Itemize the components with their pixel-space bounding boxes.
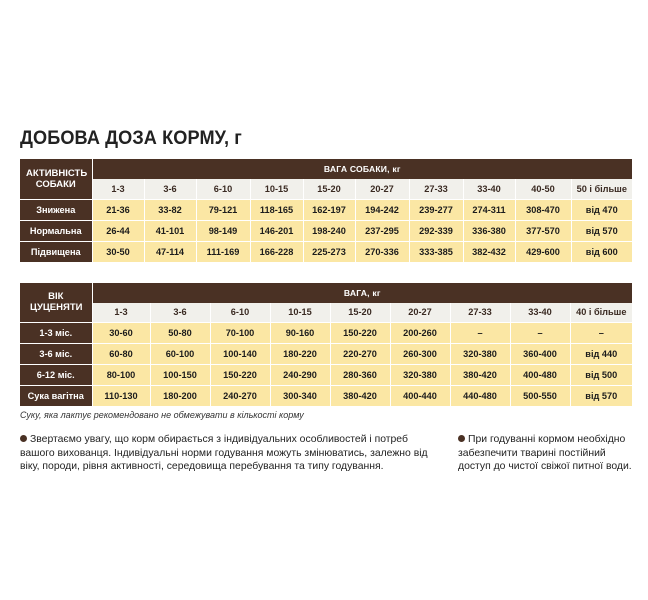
dose-cell: 180-200 (150, 385, 210, 406)
dose-cell: 146-201 (250, 220, 303, 241)
feeding-notice (20, 433, 440, 474)
dose-cell: 50-80 (150, 322, 210, 343)
dose-cell: 166-228 (250, 241, 303, 262)
dose-cell: – (570, 322, 632, 343)
dose-cell: – (510, 322, 570, 343)
row-label: Знижена (20, 199, 92, 220)
page-title: ДОБОВА ДОЗА КОРМУ, г (20, 127, 242, 149)
dose-cell: 308-470 (515, 199, 571, 220)
dose-cell: 100-150 (150, 364, 210, 385)
bullet-icon (458, 435, 465, 442)
dose-cell: 380-420 (450, 364, 510, 385)
dose-cell: 382-432 (463, 241, 515, 262)
dose-cell: – (450, 322, 510, 343)
dose-cell: 380-420 (330, 385, 390, 406)
dose-cell: 333-385 (409, 241, 463, 262)
weight-column-header: 33-40 (510, 303, 570, 322)
dose-cell: від 570 (571, 220, 632, 241)
row-label: Підвищена (20, 241, 92, 262)
weight-column-header: 15-20 (303, 179, 355, 199)
weight-column-header: 33-40 (463, 179, 515, 199)
dose-cell: 320-380 (450, 343, 510, 364)
weight-column-header: 1-3 (92, 303, 150, 322)
dose-cell: від 570 (570, 385, 632, 406)
row-label: 3-6 міс. (20, 343, 92, 364)
table1-corner-header: АКТИВНІСТЬ СОБАКИ (20, 159, 92, 199)
table-row (20, 322, 632, 343)
dose-cell: 237-295 (355, 220, 409, 241)
dose-cell: 336-380 (463, 220, 515, 241)
weight-column-header: 3-6 (150, 303, 210, 322)
weight-column-header: 27-33 (409, 179, 463, 199)
table-row (20, 385, 632, 406)
dose-cell: 194-242 (355, 199, 409, 220)
dose-cell: 118-165 (250, 199, 303, 220)
dose-cell: 292-339 (409, 220, 463, 241)
dose-cell: 21-36 (92, 199, 144, 220)
dose-cell: 110-130 (92, 385, 150, 406)
weight-column-header: 3-6 (144, 179, 196, 199)
dose-cell: 150-220 (210, 364, 270, 385)
dose-cell: 47-114 (144, 241, 196, 262)
row-label: Сука вагітна (20, 385, 92, 406)
weight-column-header: 1-3 (92, 179, 144, 199)
dose-cell: 98-149 (196, 220, 250, 241)
dose-cell: від 600 (571, 241, 632, 262)
table-row (20, 343, 632, 364)
dose-cell: 111-169 (196, 241, 250, 262)
daily-dose-adult-table (20, 159, 632, 262)
feeding-notice-text: Звертаємо увагу, що корм обирається з індивідуальних особливостей і потреб вашого вихованця. Індивідуальні норми годування можуть змінюватись, залежно від віку, породи, рівня активності, середовища перебування та типу годування. (20, 434, 428, 472)
table-row (20, 199, 632, 220)
dose-cell: 26-44 (92, 220, 144, 241)
dose-cell: 30-50 (92, 241, 144, 262)
dose-cell: 240-270 (210, 385, 270, 406)
dose-cell: 274-311 (463, 199, 515, 220)
table2-corner-header: ВІК ЦУЦЕНЯТИ (20, 283, 92, 322)
dose-cell: 280-360 (330, 364, 390, 385)
dose-cell: 300-340 (270, 385, 330, 406)
dose-cell: 320-380 (390, 364, 450, 385)
table-row (20, 241, 632, 262)
table-row (20, 220, 632, 241)
daily-dose-puppy-table (20, 283, 632, 406)
dose-cell: 400-480 (510, 364, 570, 385)
table-row (20, 364, 632, 385)
bullet-icon (20, 435, 27, 442)
dose-cell: 429-600 (515, 241, 571, 262)
weight-column-header: 40-50 (515, 179, 571, 199)
dose-cell: 150-220 (330, 322, 390, 343)
dose-cell: від 500 (570, 364, 632, 385)
dose-cell: 198-240 (303, 220, 355, 241)
weight-column-header: 10-15 (250, 179, 303, 199)
dose-cell: 260-300 (390, 343, 450, 364)
dose-cell: 225-273 (303, 241, 355, 262)
dose-cell: 239-277 (409, 199, 463, 220)
weight-column-header: 15-20 (330, 303, 390, 322)
weight-column-header: 20-27 (390, 303, 450, 322)
dose-cell: 79-121 (196, 199, 250, 220)
weight-column-header: 40 і більше (570, 303, 632, 322)
table1-weight-group-header: ВАГА СОБАКИ, кг (92, 159, 632, 179)
dose-cell: 360-400 (510, 343, 570, 364)
weight-column-header: 20-27 (355, 179, 409, 199)
dose-cell: 33-82 (144, 199, 196, 220)
dose-cell: 220-270 (330, 343, 390, 364)
row-label: 1-3 міс. (20, 322, 92, 343)
dose-cell: 30-60 (92, 322, 150, 343)
dose-cell: від 470 (571, 199, 632, 220)
dose-cell: 240-290 (270, 364, 330, 385)
weight-column-header: 6-10 (210, 303, 270, 322)
dose-cell: 90-160 (270, 322, 330, 343)
dose-cell: 200-260 (390, 322, 450, 343)
dose-cell: 60-100 (150, 343, 210, 364)
table2-weight-group-header: ВАГА, кг (92, 283, 632, 303)
dose-cell: 400-440 (390, 385, 450, 406)
weight-column-header: 10-15 (270, 303, 330, 322)
water-notice (458, 433, 638, 474)
dose-cell: 60-80 (92, 343, 150, 364)
dose-cell: 270-336 (355, 241, 409, 262)
dose-cell: 100-140 (210, 343, 270, 364)
dose-cell: 70-100 (210, 322, 270, 343)
dose-cell: 440-480 (450, 385, 510, 406)
dose-cell: 180-220 (270, 343, 330, 364)
dose-cell: 500-550 (510, 385, 570, 406)
weight-column-header: 50 і більше (571, 179, 632, 199)
lactation-footnote: Суку, яка лактує рекомендовано не обмежувати в кількості корму (20, 410, 304, 420)
weight-column-header: 6-10 (196, 179, 250, 199)
row-label: Нормальна (20, 220, 92, 241)
row-label: 6-12 міс. (20, 364, 92, 385)
weight-column-header: 27-33 (450, 303, 510, 322)
dose-cell: від 440 (570, 343, 632, 364)
water-notice-text: При годуванні кормом необхідно забезпечити тварині постійний доступ до чистої свіжої питної води. (458, 434, 632, 472)
dose-cell: 41-101 (144, 220, 196, 241)
dose-cell: 162-197 (303, 199, 355, 220)
dose-cell: 80-100 (92, 364, 150, 385)
dose-cell: 377-570 (515, 220, 571, 241)
